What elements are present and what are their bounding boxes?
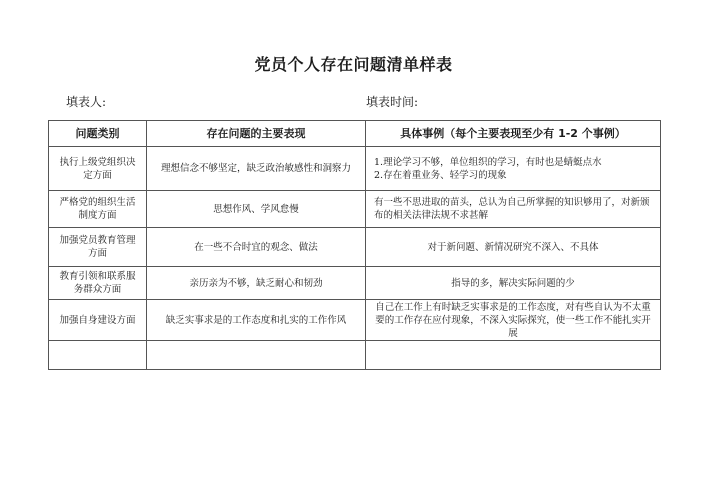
- cell-example: 自己在工作上有时缺乏实事求是的工作态度，对有些自认为不太重要的工作存在应付现象，不深入实际探究，使一些工作不能扎实开展: [366, 300, 661, 341]
- table-row: [49, 228, 661, 267]
- header-issue: 存在问题的主要表现: [147, 121, 366, 147]
- table-header-row: [49, 121, 661, 147]
- table-row: [49, 147, 661, 191]
- table-row: [49, 267, 661, 300]
- table-row: [49, 300, 661, 341]
- example-line: 1.理论学习不够，单位组织的学习，有时也是蜻蜓点水: [374, 156, 602, 168]
- header-example: 具体事例（每个主要表现至少有 1-2 个事例）: [366, 121, 661, 147]
- cell-example: 对于新问题、新情况研究不深入、不具体: [366, 228, 661, 267]
- header-category: 问题类别: [49, 121, 147, 147]
- cell-example: [366, 147, 661, 191]
- cell-example: 指导的多，解决实际问题的少: [366, 267, 661, 300]
- cell-category: 加强自身建设方面: [49, 300, 147, 341]
- cell-issue: 亲历亲为不够，缺乏耐心和韧劲: [147, 267, 366, 300]
- date-label: 填表时间:: [366, 95, 419, 109]
- table-row-empty: [49, 341, 661, 370]
- cell-category: 教育引领和联系服务群众方面: [49, 267, 147, 300]
- cell-issue: 思想作风、学风怠慢: [147, 191, 366, 228]
- cell-category: 严格党的组织生活制度方面: [49, 191, 147, 228]
- cell-issue: 在一些不合时宜的观念、做法: [147, 228, 366, 267]
- cell-example: [366, 341, 661, 370]
- cell-category: [49, 341, 147, 370]
- cell-issue: 缺乏实事求是的工作态度和扎实的工作作风: [147, 300, 366, 341]
- cell-category: 加强党员教育管理方面: [49, 228, 147, 267]
- cell-category: 执行上级党组织决定方面: [49, 147, 147, 191]
- cell-example: 有一些不思进取的苗头，总认为自己所掌握的知识够用了，对新颁布的相关法律法规不求甚解: [366, 191, 661, 228]
- table-row: [49, 191, 661, 228]
- filler-label: 填表人:: [66, 95, 107, 109]
- cell-issue: [147, 341, 366, 370]
- cell-issue: 理想信念不够坚定，缺乏政治敏感性和洞察力: [147, 147, 366, 191]
- example-line: 2.存在着重业务、轻学习的现象: [374, 169, 507, 181]
- problem-list-table: [48, 120, 661, 370]
- document-title: 党员个人存在问题清单样表: [254, 55, 453, 74]
